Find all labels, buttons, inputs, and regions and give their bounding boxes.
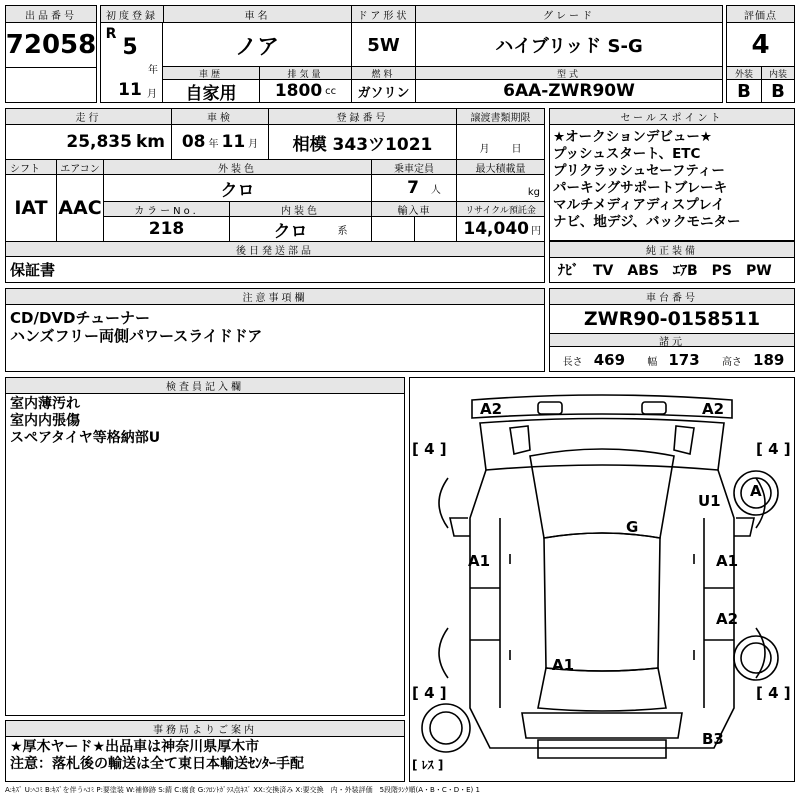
height-group: [719, 350, 784, 369]
capacity-cell: [371, 175, 456, 201]
grade-value: ハイブリッド S-G: [415, 23, 722, 67]
lot-box: [5, 5, 97, 103]
mark-rear-bumper: B3: [702, 730, 724, 748]
inspection-year: 08: [181, 132, 206, 152]
inspection-label: 車検: [171, 109, 268, 125]
office-label: 事務局よりご案内: [6, 721, 404, 737]
inspection-month: 11: [221, 132, 246, 152]
inspector-label: 検査員記入欄: [6, 378, 404, 394]
dims-row: [550, 347, 794, 371]
mileage-cell: [6, 125, 171, 159]
later-parts-label: 後日発送部品: [6, 241, 544, 257]
recycle-cell: [456, 217, 544, 241]
grade-label: グレード: [415, 6, 722, 23]
mark-front-right: A2: [702, 400, 725, 418]
first-reg-year-unit: 年: [148, 64, 158, 74]
inspector-line: スペアタイヤ等格納部U: [10, 430, 161, 446]
transfer-day-unit: 日: [511, 144, 522, 155]
height-label: 高さ: [721, 356, 742, 368]
plate-label: 登録番号: [268, 109, 456, 125]
load-cell: [456, 175, 544, 201]
tire-front-left: [ 4 ]: [412, 440, 447, 458]
sales-point-line: ★オークションデビュー★: [553, 129, 712, 145]
sales-point-line: パーキングサポートブレーキ: [553, 180, 728, 196]
length-label: 長さ: [562, 356, 583, 368]
office-line: 注意：落札後の輸送は全て東日本輸送ｾﾝﾀｰ手配: [10, 756, 304, 772]
note-line: CD/DVDチューナー: [10, 309, 150, 327]
recycle-value: 14,040: [463, 219, 529, 239]
sales-point-line: マルチメディアディスプレイ: [553, 197, 725, 213]
transfer-month-unit: 月: [479, 144, 490, 155]
int-color-label: 内装色: [229, 201, 371, 217]
mark-glass: G: [626, 518, 639, 536]
sales-points-box: [549, 108, 795, 241]
door-value: 5W: [351, 23, 415, 67]
import-divider: [414, 217, 415, 241]
car-name: ノア: [234, 34, 279, 60]
notes-box: [5, 288, 545, 372]
inspection-cell: [171, 125, 268, 159]
lot-label: 出品番号: [6, 6, 96, 23]
inspection-year-unit: 年: [208, 138, 219, 150]
lot-number: 72058: [6, 30, 96, 60]
inspector-box: [5, 377, 405, 716]
first-reg-month: 11: [118, 80, 142, 100]
sales-points-label: セールスポイント: [550, 109, 794, 125]
height-value: 189: [753, 350, 785, 369]
equipment-label: 純正装備: [550, 242, 794, 258]
inspector-line: 室内内張傷: [10, 413, 80, 429]
mark-left-door: A1: [468, 552, 491, 570]
fuel-value: ガソリン: [351, 80, 415, 102]
recycle-label: リサイクル預託金: [456, 201, 544, 217]
recycle-unit: 円: [531, 225, 541, 237]
mileage-value: 25,835: [66, 132, 132, 152]
int-color-value: クロ: [273, 221, 308, 241]
lot-empty: [6, 67, 96, 102]
door-label: ドア形状: [351, 6, 415, 23]
load-label: 最大積載量: [456, 159, 544, 175]
car-outline-diagram: [410, 378, 794, 781]
shift-label: シフト: [6, 159, 56, 175]
later-parts-value: 保証書: [10, 261, 56, 279]
sales-points-list: [553, 129, 741, 231]
office-line: ★厚木ヤード★出品車は神奈川県厚木市: [10, 739, 260, 755]
length-value: 469: [593, 350, 626, 369]
displacement-cell: [259, 80, 351, 102]
aircon-value: AAC: [56, 175, 103, 241]
vehicle-header-box: [100, 5, 723, 103]
color-no-value: 218: [103, 217, 229, 241]
dims-label: 諸元: [550, 333, 794, 347]
tire-rear-right: [ 4 ]: [756, 684, 791, 702]
mileage-unit: km: [135, 132, 165, 152]
interior-grade: B: [761, 80, 794, 102]
mark-right-rear: A2: [716, 610, 739, 628]
first-reg-label: 初度登録: [101, 6, 163, 23]
displacement-unit: cc: [325, 85, 337, 97]
capacity-label: 乗車定員: [371, 159, 456, 175]
int-color-unit: 系: [337, 225, 348, 237]
color-value: クロ: [103, 175, 371, 201]
displacement-value: 1800: [274, 81, 323, 101]
legend-text: A:ｷｽﾞ U:ﾍｺﾐ B:ｷｽﾞを伴うﾍｺﾐ P:要塗装 W:補修跡 S:錆 C:腐食 G:ﾌﾛﾝﾄｶﾞﾗｽ点ｷｽﾞ XX:交換済み X:要交換 内・外装評価 5段階ﾗﾝｸ順(A・B・C・D・E) 1: [5, 786, 480, 794]
note-line: ハンズフリー両側パワースライドドア: [10, 327, 263, 345]
import-label: 輸入車: [371, 201, 456, 217]
int-color-cell: [229, 217, 371, 241]
mark-u1: U1: [698, 492, 721, 510]
plate-value: 相模 343ツ1021: [268, 125, 456, 159]
office-box: [5, 720, 405, 782]
chassis-label: 車台番号: [550, 289, 794, 305]
exterior-grade: B: [737, 80, 751, 102]
car-name-label: 車名: [163, 6, 351, 23]
capacity-value: 7: [407, 178, 419, 198]
sales-point-line: プリクラッシュセーフティー: [553, 163, 725, 179]
notes-label: 注意事項欄: [6, 289, 544, 305]
width-group: [644, 350, 699, 369]
notes-list: [10, 309, 262, 345]
shift-value: IAT: [14, 197, 48, 219]
tire-front-right: [ 4 ]: [756, 440, 791, 458]
spare-tire-label: [ ﾚｽ ]: [412, 758, 444, 772]
width-value: 173: [668, 350, 700, 369]
mark-a-circle: A: [750, 482, 762, 500]
transfer-cell: [456, 125, 544, 159]
load-unit: kg: [527, 187, 540, 198]
aircon-label: エアコン: [56, 159, 103, 175]
office-list: [10, 739, 304, 773]
model-value: 6AA-ZWR90W: [415, 80, 722, 102]
mark-right-door: A1: [716, 552, 739, 570]
chassis-value: ZWR90-0158511: [583, 308, 761, 330]
inspector-line: 室内薄汚れ: [10, 396, 80, 412]
chassis-box: [549, 288, 795, 372]
damage-diagram-box: [409, 377, 795, 782]
import-cell: [371, 217, 456, 241]
score-value: 4: [751, 30, 770, 60]
mileage-label: 走行: [6, 109, 171, 125]
inspector-list: [10, 396, 160, 447]
mark-rear: A1: [552, 656, 575, 674]
color-label: 外装色: [103, 159, 371, 175]
vehicle-details-box: [5, 108, 545, 283]
color-no-label: カラーNo.: [103, 201, 229, 217]
history-label: 車歴: [163, 66, 259, 80]
fuel-label: 燃料: [351, 66, 415, 80]
sales-point-line: プッシュスタート、ETC: [553, 146, 701, 162]
length-group: [560, 350, 625, 369]
first-reg-year: 5: [122, 34, 138, 60]
equipment-value: ﾅﾋﾞ TV ABS ｴｱB PS PW: [558, 263, 772, 279]
first-reg-era: R: [105, 26, 117, 42]
model-label: 型式: [415, 66, 722, 80]
interior-label: 内装: [761, 66, 794, 80]
capacity-unit: 人: [430, 184, 441, 196]
equipment-box: [549, 241, 795, 283]
mark-front-left: A2: [480, 400, 503, 418]
tire-rear-left: [ 4 ]: [412, 684, 447, 702]
sales-point-line: ナビ、地デジ、バックモニター: [553, 214, 741, 230]
score-box: [726, 5, 795, 103]
score-label: 評価点: [727, 6, 794, 23]
exterior-label: 外装: [727, 66, 761, 80]
inspection-month-unit: 月: [248, 138, 259, 150]
first-reg-month-unit: 月: [147, 88, 157, 98]
displacement-label: 排気量: [259, 66, 351, 80]
history-value: 自家用: [185, 83, 237, 102]
width-label: 幅: [647, 356, 658, 368]
transfer-label: 譲渡書類期限: [456, 109, 544, 125]
